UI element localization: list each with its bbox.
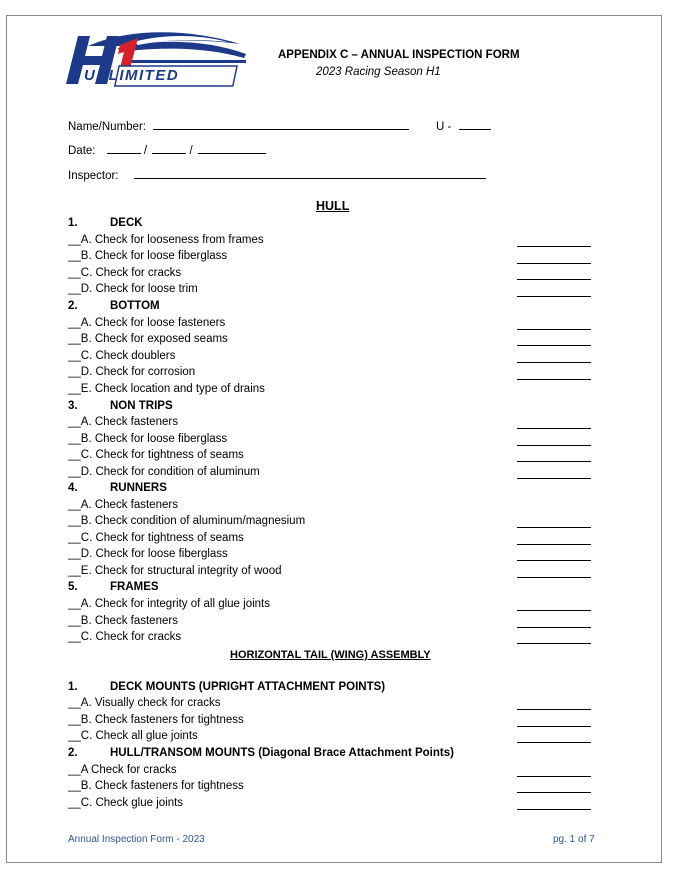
checklist-item: __C. Check for cracks (68, 267, 182, 279)
signoff-blank[interactable] (517, 428, 591, 429)
checklist-item: __B. Check fasteners for tightness (68, 714, 244, 726)
form-subtitle: 2023 Racing Season H1 (316, 66, 441, 78)
hull-section-heading: 1. DECK (68, 217, 143, 229)
checklist-item: __C. Check for tightness of seams (68, 449, 244, 461)
date-year-blank[interactable] (198, 142, 266, 154)
checklist-item: __D. Check for loose trim (68, 283, 198, 295)
inspector-field (68, 167, 486, 182)
name-number-field (68, 118, 409, 133)
checklist-item: __E. Check for structural integrity of wood (68, 565, 282, 577)
name-number-blank[interactable] (153, 118, 409, 130)
signoff-blank[interactable] (517, 627, 591, 628)
hull-section-heading: 3. NON TRIPS (68, 400, 173, 412)
checklist-item: __D. Check for corrosion (68, 366, 196, 378)
hull-section-heading: 4. RUNNERS (68, 482, 167, 494)
signoff-blank[interactable] (517, 246, 591, 247)
signoff-blank[interactable] (517, 279, 591, 280)
checklist-item: __C. Check for cracks (68, 631, 182, 643)
date-day-blank[interactable] (152, 142, 186, 154)
signoff-blank[interactable] (517, 329, 591, 330)
checklist-item: __B. Check for exposed seams (68, 333, 228, 345)
checklist-item: __C. Check glue joints (68, 797, 184, 809)
checklist-item: __A. Check fasteners (68, 416, 178, 428)
hull-section-heading: 2. BOTTOM (68, 300, 160, 312)
u-number-field (436, 118, 491, 133)
wing-section-title: HORIZONTAL TAIL (WING) ASSEMBLY (230, 649, 431, 661)
date-month-blank[interactable] (107, 142, 141, 154)
signoff-blank[interactable] (517, 362, 591, 363)
footer-form-name: Annual Inspection Form - 2023 (68, 834, 205, 845)
date-separator: / (143, 145, 148, 157)
signoff-blank[interactable] (517, 577, 591, 578)
signoff-blank[interactable] (517, 560, 591, 561)
signoff-blank[interactable] (517, 296, 591, 297)
wing-section-heading: 2. HULL/TRANSOM MOUNTS (Diagonal Brace Attachment Points) (68, 747, 454, 759)
signoff-blank[interactable] (517, 709, 591, 710)
date-label: Date: (68, 145, 96, 157)
signoff-blank[interactable] (517, 726, 591, 727)
inspector-label: Inspector: (68, 170, 119, 182)
hull-section-title: HULL (316, 199, 350, 213)
checklist-item: __B. Check condition of aluminum/magnesium (68, 515, 306, 527)
signoff-blank[interactable] (517, 527, 591, 528)
checklist-item: __B. Check for loose fiberglass (68, 433, 228, 445)
signoff-blank[interactable] (517, 742, 591, 743)
checklist-item: __A. Check fasteners (68, 499, 178, 511)
logo-wordmark: UNLIMITED (84, 67, 180, 84)
checklist-item: __D. Check for loose fiberglass (68, 548, 228, 560)
signoff-blank[interactable] (517, 478, 591, 479)
u-number-label: U - (436, 121, 452, 133)
checklist-item: __B. Check fasteners (68, 615, 178, 627)
date-field (68, 142, 266, 157)
signoff-blank[interactable] (517, 379, 591, 380)
name-number-label: Name/Number: (68, 121, 146, 133)
checklist-item: __A. Check for looseness from frames (68, 234, 264, 246)
signoff-blank[interactable] (517, 445, 591, 446)
hull-section-heading: 5. FRAMES (68, 581, 159, 593)
checklist-item: __A Check for cracks (68, 764, 177, 776)
form-title: APPENDIX C – ANNUAL INSPECTION FORM (278, 49, 520, 61)
signoff-blank[interactable] (517, 263, 591, 264)
u-number-blank[interactable] (459, 118, 491, 130)
date-separator: / (189, 145, 193, 157)
checklist-item: __C. Check all glue joints (68, 730, 198, 742)
signoff-blank[interactable] (517, 776, 591, 777)
checklist-item: __A. Check for loose fasteners (68, 317, 226, 329)
signoff-blank[interactable] (517, 345, 591, 346)
checklist-item: __E. Check location and type of drains (68, 383, 265, 395)
checklist-item: __D. Check for condition of aluminum (68, 466, 260, 478)
signoff-blank[interactable] (517, 544, 591, 545)
checklist-item: __A. Visually check for cracks (68, 697, 221, 709)
signoff-blank[interactable] (517, 461, 591, 462)
signoff-blank[interactable] (517, 792, 591, 793)
signoff-blank[interactable] (517, 809, 591, 810)
checklist-item: __B. Check for loose fiberglass (68, 250, 228, 262)
inspector-blank[interactable] (134, 167, 486, 179)
footer-page-number: pg. 1 of 7 (553, 834, 595, 845)
checklist-item: __B. Check fasteners for tightness (68, 780, 244, 792)
signoff-blank[interactable] (517, 610, 591, 611)
wing-section-heading: 1. DECK MOUNTS (UPRIGHT ATTACHMENT POINTS) (68, 681, 386, 693)
checklist-item: __C. Check for tightness of seams (68, 532, 244, 544)
checklist-item: __C. Check doublers (68, 350, 176, 362)
checklist-item: __A. Check for integrity of all glue joints (68, 598, 270, 610)
signoff-blank[interactable] (517, 643, 591, 644)
